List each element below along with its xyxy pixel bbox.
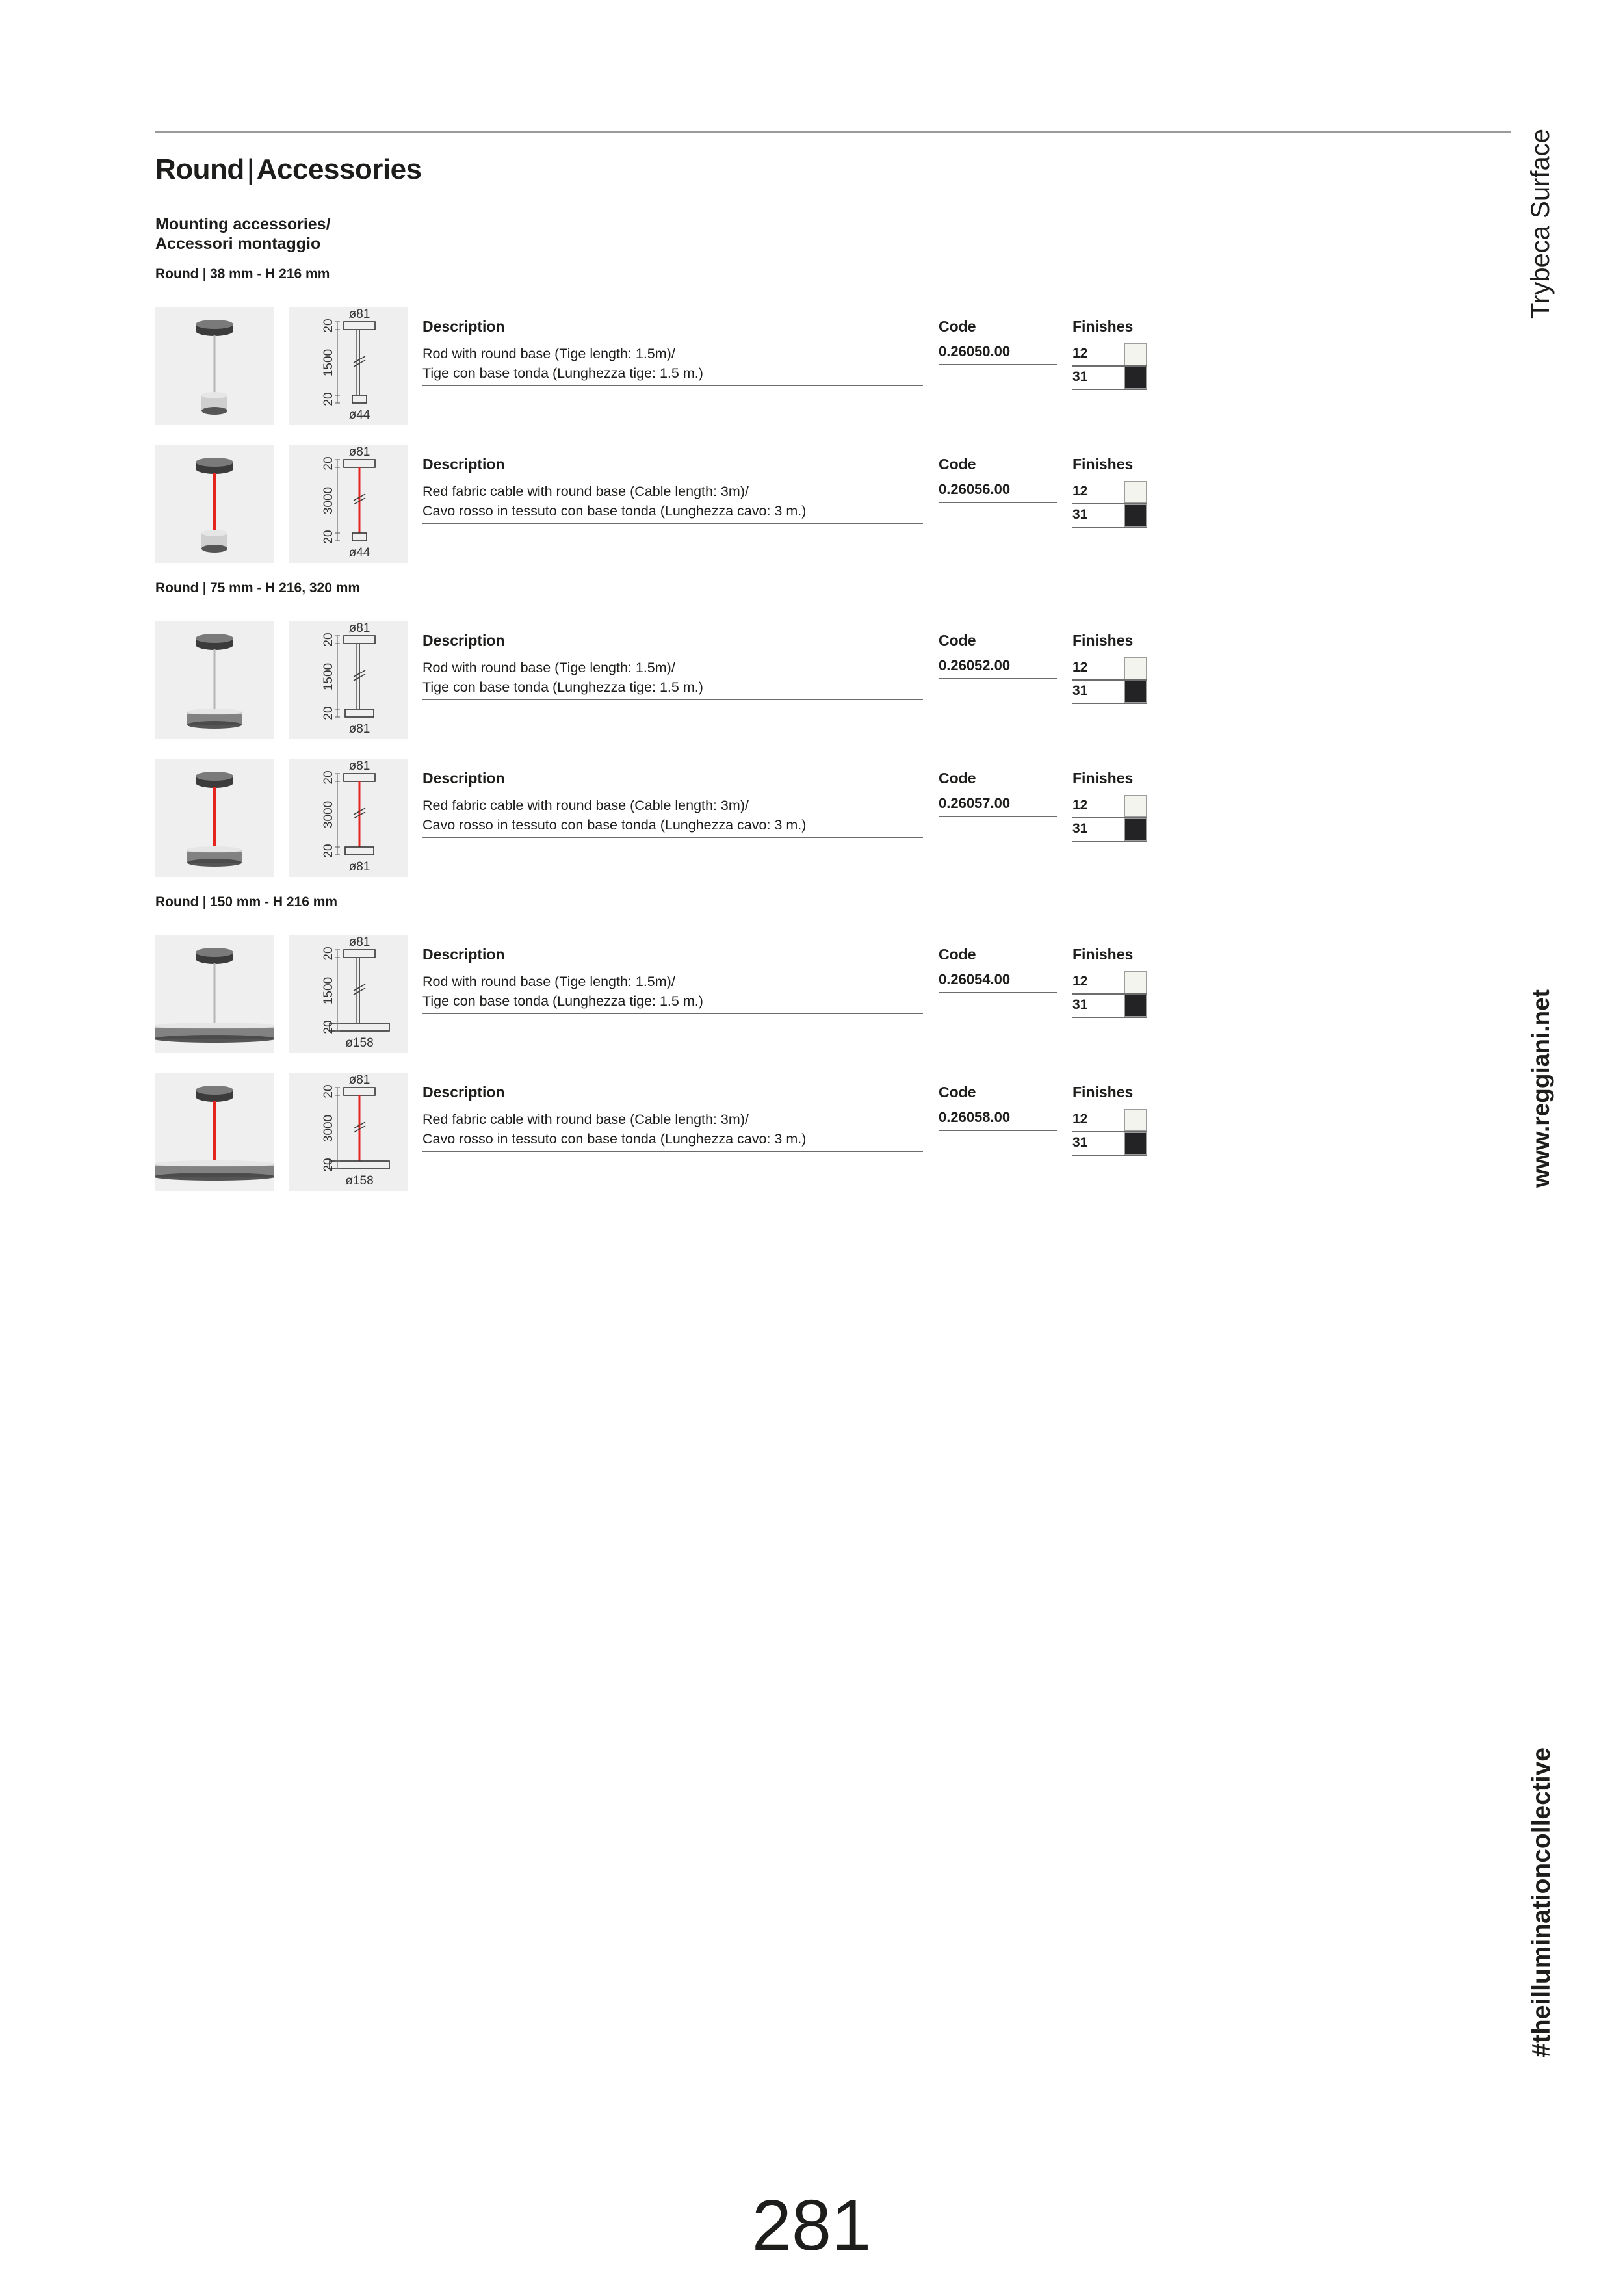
description-text: Rod with round base (Tige length: 1.5m)/ Tige con base tonda (Lunghezza tige: 1.5 m.): [422, 344, 923, 386]
description-label: Description: [422, 632, 505, 649]
svg-text:20: 20: [322, 946, 335, 961]
finish-code: 12: [1072, 974, 1088, 989]
svg-text:20: 20: [322, 456, 335, 471]
svg-text:ø81: ø81: [348, 860, 370, 874]
technical-drawing: [289, 307, 408, 425]
svg-text:3000: 3000: [322, 1114, 335, 1143]
description-text: Red fabric cable with round base (Cable length: 3m)/ Cavo rosso in tessuto con base tonda (Lunghezza cavo: 3 m.): [422, 1110, 923, 1152]
side-website[interactable]: www.reggiani.net: [1527, 989, 1554, 1188]
product-image: [155, 445, 274, 563]
finish-option: [1072, 795, 1147, 818]
code-label: Code: [939, 456, 976, 473]
product-code: 0.26058.00: [939, 1109, 1057, 1131]
description-text: Red fabric cable with round base (Cable length: 3m)/ Cavo rosso in tessuto con base tonda (Lunghezza cavo: 3 m.): [422, 482, 923, 524]
code-label: Code: [939, 632, 976, 649]
product-row: [155, 935, 1169, 1053]
description-text: Red fabric cable with round base (Cable length: 3m)/ Cavo rosso in tessuto con base tonda (Lunghezza cavo: 3 m.): [422, 796, 923, 838]
product-row: [155, 307, 1169, 425]
finish-swatch: [1124, 795, 1147, 817]
subtitle-it: Accessori montaggio: [155, 235, 321, 253]
finish-option: [1072, 343, 1147, 367]
finish-swatch: [1124, 1132, 1147, 1155]
finishes-label: Finishes: [1072, 632, 1134, 649]
product-row: [155, 759, 1169, 877]
finish-code: 12: [1072, 1112, 1088, 1127]
svg-text:20: 20: [322, 706, 335, 720]
finish-code: 12: [1072, 484, 1088, 499]
finish-option: [1072, 657, 1147, 681]
svg-text:20: 20: [322, 844, 335, 858]
svg-text:ø81: ø81: [348, 759, 370, 773]
finish-swatch: [1124, 818, 1147, 841]
description-text: Rod with round base (Tige length: 1.5m)/ Tige con base tonda (Lunghezza tige: 1.5 m.): [422, 972, 923, 1014]
product-image: [155, 759, 274, 877]
finish-code: 31: [1072, 683, 1088, 698]
svg-text:20: 20: [322, 530, 335, 544]
page-number: 281: [751, 2185, 872, 2265]
finish-swatch: [1124, 504, 1147, 527]
product-code: 0.26056.00: [939, 481, 1057, 503]
svg-text:ø158: ø158: [345, 1174, 374, 1188]
description-label: Description: [422, 770, 505, 787]
finishes-label: Finishes: [1072, 770, 1134, 787]
finish-swatch: [1124, 657, 1147, 679]
group-heading-150: Round | 150 mm - H 216 mm: [155, 894, 338, 909]
svg-text:ø81: ø81: [348, 307, 370, 321]
finish-code: 12: [1072, 798, 1088, 813]
finish-code: 31: [1072, 1135, 1088, 1150]
product-image: [155, 307, 274, 425]
svg-text:20: 20: [322, 1020, 335, 1034]
svg-text:ø81: ø81: [348, 445, 370, 459]
finish-option: [1072, 481, 1147, 504]
finish-option: [1072, 504, 1147, 528]
finish-option: [1072, 995, 1147, 1018]
finish-swatch: [1124, 681, 1147, 703]
side-hashtag: #theilluminationcollective: [1527, 1747, 1555, 2057]
product-row: [155, 445, 1169, 563]
finish-option: [1072, 1132, 1147, 1156]
description-label: Description: [422, 946, 505, 963]
finish-swatch: [1124, 995, 1147, 1017]
code-label: Code: [939, 318, 976, 335]
finish-swatch: [1124, 343, 1147, 365]
svg-text:3000: 3000: [322, 800, 335, 829]
svg-text:ø81: ø81: [348, 621, 370, 635]
subtitle-en: Mounting accessories/: [155, 215, 331, 233]
technical-drawing: [289, 1073, 408, 1191]
finish-swatch: [1124, 481, 1147, 503]
svg-text:20: 20: [322, 319, 335, 333]
product-image: [155, 1073, 274, 1191]
description-text: Rod with round base (Tige length: 1.5m)/ Tige con base tonda (Lunghezza tige: 1.5 m.): [422, 658, 923, 700]
code-label: Code: [939, 770, 976, 787]
description-label: Description: [422, 1084, 505, 1101]
finish-code: 31: [1072, 997, 1088, 1012]
finish-code: 31: [1072, 821, 1088, 836]
description-label: Description: [422, 456, 505, 473]
finish-swatch: [1124, 367, 1147, 389]
svg-text:20: 20: [322, 770, 335, 785]
finishes-label: Finishes: [1072, 318, 1134, 335]
product-code: 0.26052.00: [939, 657, 1057, 679]
finish-code: 31: [1072, 369, 1088, 384]
finishes-label: Finishes: [1072, 456, 1134, 473]
finish-option: [1072, 367, 1147, 390]
finish-option: [1072, 971, 1147, 995]
svg-text:ø81: ø81: [348, 722, 370, 736]
svg-text:20: 20: [322, 633, 335, 647]
svg-text:ø44: ø44: [348, 408, 370, 422]
svg-text:3000: 3000: [322, 486, 335, 515]
svg-text:ø158: ø158: [345, 1036, 374, 1050]
section-subtitle: [155, 215, 331, 254]
finishes-label: Finishes: [1072, 1084, 1134, 1101]
finish-swatch: [1124, 971, 1147, 993]
finish-code: 12: [1072, 346, 1088, 361]
finish-option: [1072, 681, 1147, 704]
finish-code: 31: [1072, 507, 1088, 522]
product-row: [155, 621, 1169, 739]
svg-text:1500: 1500: [322, 662, 335, 691]
technical-drawing: [289, 759, 408, 877]
description-label: Description: [422, 318, 505, 335]
svg-text:ø81: ø81: [348, 935, 370, 949]
group-heading-38: Round | 38 mm - H 216 mm: [155, 267, 330, 281]
code-label: Code: [939, 946, 976, 963]
product-image: [155, 621, 274, 739]
svg-text:ø81: ø81: [348, 1073, 370, 1087]
page-title: Round|Accessories: [155, 153, 422, 185]
product-code: 0.26057.00: [939, 795, 1057, 817]
product-code: 0.26050.00: [939, 343, 1057, 365]
top-rule: [155, 131, 1511, 133]
finish-swatch: [1124, 1109, 1147, 1131]
finish-code: 12: [1072, 660, 1088, 675]
technical-drawing: [289, 445, 408, 563]
code-label: Code: [939, 1084, 976, 1101]
technical-drawing: [289, 935, 408, 1053]
group-heading-75: Round | 75 mm - H 216, 320 mm: [155, 581, 361, 595]
svg-text:1500: 1500: [322, 976, 335, 1005]
product-row: [155, 1073, 1169, 1191]
finishes-label: Finishes: [1072, 946, 1134, 963]
technical-drawing: [289, 621, 408, 739]
svg-text:20: 20: [322, 392, 335, 406]
product-image: [155, 935, 274, 1053]
finish-option: [1072, 818, 1147, 842]
product-code: 0.26054.00: [939, 971, 1057, 993]
svg-text:1500: 1500: [322, 348, 335, 377]
svg-text:ø44: ø44: [348, 546, 370, 560]
svg-text:20: 20: [322, 1084, 335, 1099]
finish-option: [1072, 1109, 1147, 1132]
svg-text:20: 20: [322, 1158, 335, 1172]
side-brand: Trybeca Surface: [1526, 129, 1555, 319]
